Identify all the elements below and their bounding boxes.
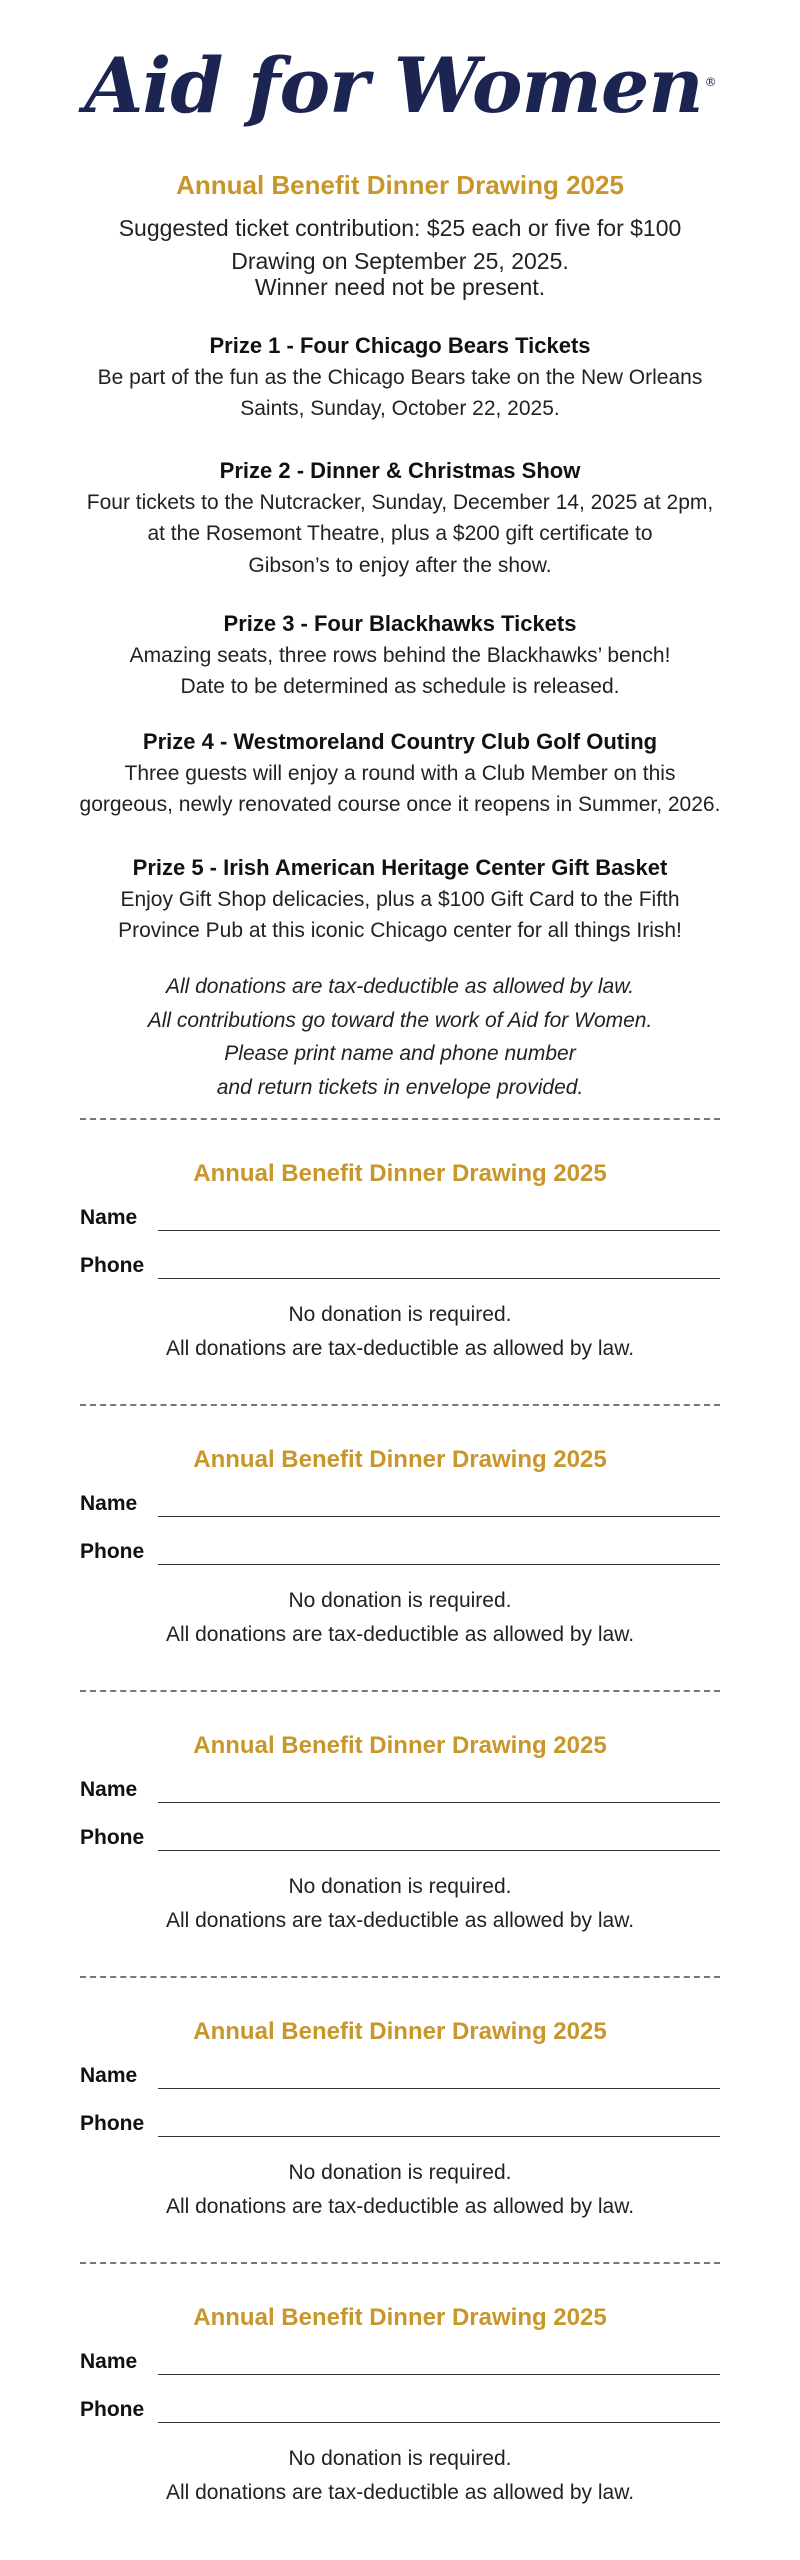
winner-note: Winner need not be present.: [254, 273, 546, 300]
prize-desc-line: Four tickets to the Nutcracker, Sunday, December 14, 2025 at 2pm,: [86, 490, 714, 514]
note-line: All donations are tax-deductible as allowed by law.: [165, 975, 635, 998]
prize-1: [40, 330, 760, 425]
cut-line: [80, 1118, 720, 1120]
note-line: All contributions go toward the work of Aid for Women.: [147, 1008, 653, 1032]
prize-title: Prize 3 - Four Blackhawks Tickets: [223, 611, 577, 636]
ticket-name-field[interactable]: [80, 1778, 720, 1808]
logo-text: Aid for Women: [84, 41, 703, 130]
prize-title: Prize 1 - Four Chicago Bears Tickets: [209, 333, 591, 358]
ticket-phone-field[interactable]: [80, 2112, 720, 2142]
intro-block: [40, 212, 760, 304]
no-donation-note: No donation is required.: [288, 1589, 512, 1612]
name-write-line[interactable]: [158, 1802, 720, 1803]
ticket-notes: [0, 1584, 800, 1651]
ticket-name-field[interactable]: [80, 2064, 720, 2094]
ticket-notes: [0, 1870, 800, 1937]
name-label: Name: [80, 1492, 138, 1515]
ticket-notes: [0, 1298, 800, 1365]
tax-deductible-note: All donations are tax-deductible as allowed by law.: [165, 1622, 635, 1646]
ticket-title: Annual Benefit Dinner Drawing 2025: [193, 1446, 607, 1473]
name-write-line[interactable]: [158, 2374, 720, 2375]
prize-4: [40, 726, 760, 821]
prize-2: [40, 455, 760, 581]
phone-label: Phone: [80, 1540, 145, 1563]
no-donation-note: No donation is required.: [288, 1303, 512, 1326]
name-write-line[interactable]: [158, 1230, 720, 1231]
ticket-notes: [0, 2156, 800, 2223]
no-donation-note: No donation is required.: [288, 2447, 512, 2470]
prize-title: Prize 2 - Dinner & Christmas Show: [219, 458, 581, 483]
prize-title: Prize 4 - Westmoreland Country Club Golf Outing: [142, 729, 658, 754]
donation-notes: [40, 970, 760, 1104]
ticket-title: Annual Benefit Dinner Drawing 2025: [193, 1732, 607, 1759]
prize-3: [40, 608, 760, 703]
tax-deductible-note: All donations are tax-deductible as allowed by law.: [165, 1336, 635, 1360]
phone-write-line[interactable]: [158, 1564, 720, 1565]
tax-deductible-note: All donations are tax-deductible as allowed by law.: [165, 2480, 635, 2504]
ticket-phone-field[interactable]: [80, 1826, 720, 1856]
cut-line: [80, 2262, 720, 2264]
prize-desc-line: Date to be determined as schedule is released.: [180, 675, 620, 699]
phone-write-line[interactable]: [158, 1278, 720, 1279]
prize-desc-line: Gibson’s to enjoy after the show.: [248, 553, 552, 577]
phone-label: Phone: [80, 1826, 145, 1849]
phone-write-line[interactable]: [158, 1850, 720, 1851]
name-write-line[interactable]: [158, 2088, 720, 2089]
prize-desc-line: Amazing seats, three rows behind the Blackhawks’ bench!: [129, 643, 671, 667]
ticket-title: Annual Benefit Dinner Drawing 2025: [193, 2018, 607, 2045]
prize-desc-line: Three guests will enjoy a round with a Club Member on this: [124, 761, 676, 785]
ticket-name-field[interactable]: [80, 2350, 720, 2380]
tax-deductible-note: All donations are tax-deductible as allowed by law.: [165, 2194, 635, 2218]
prize-desc-line: Province Pub at this iconic Chicago center for all things Irish!: [118, 919, 682, 943]
cut-line: [80, 1690, 720, 1692]
tax-deductible-note: All donations are tax-deductible as allowed by law.: [165, 1908, 635, 1932]
drawing-date-text: Drawing on September 25, 2025.: [231, 248, 569, 275]
page-title: Annual Benefit Dinner Drawing 2025: [176, 170, 624, 200]
prize-desc-line: at the Rosemont Theatre, plus a $200 gift certificate to: [147, 522, 653, 546]
cut-line: [80, 1976, 720, 1978]
prize-desc-line: Enjoy Gift Shop delicacies, plus a $100 Gift Card to the Fifth: [120, 887, 680, 911]
ticket-name-field[interactable]: [80, 1206, 720, 1236]
prize-title: Prize 5 - Irish American Heritage Center Gift Basket: [132, 855, 668, 880]
name-label: Name: [80, 2064, 138, 2087]
no-donation-note: No donation is required.: [288, 1875, 512, 1898]
no-donation-note: No donation is required.: [288, 2161, 512, 2184]
ticket-phone-field[interactable]: [80, 1254, 720, 1284]
phone-label: Phone: [80, 1254, 145, 1277]
name-label: Name: [80, 2350, 138, 2373]
name-label: Name: [80, 1206, 138, 1229]
ticket-title: Annual Benefit Dinner Drawing 2025: [193, 1160, 607, 1187]
ticket-title: Annual Benefit Dinner Drawing 2025: [193, 2304, 607, 2331]
aid-for-women-logo: [0, 41, 800, 130]
prize-desc-line: Saints, Sunday, October 22, 2025.: [240, 397, 560, 421]
phone-label: Phone: [80, 2112, 145, 2135]
phone-write-line[interactable]: [158, 2422, 720, 2423]
contribution-text: Suggested ticket contribution: $25 each or five for $100: [118, 215, 682, 241]
phone-write-line[interactable]: [158, 2136, 720, 2137]
name-write-line[interactable]: [158, 1516, 720, 1517]
prize-5: [40, 852, 760, 947]
ticket-phone-field[interactable]: [80, 1540, 720, 1570]
registered-mark: ®: [704, 74, 716, 89]
prize-desc-line: Be part of the fun as the Chicago Bears take on the New Orleans: [97, 365, 703, 389]
prize-desc-line: gorgeous, newly renovated course once it reopens in Summer, 2026.: [79, 793, 721, 817]
note-line: Please print name and phone number: [224, 1042, 576, 1066]
ticket-name-field[interactable]: [80, 1492, 720, 1522]
cut-line: [80, 1404, 720, 1406]
name-label: Name: [80, 1778, 138, 1801]
ticket-notes: [0, 2442, 800, 2509]
ticket-phone-field[interactable]: [80, 2398, 720, 2428]
note-line: and return tickets in envelope provided.: [216, 1075, 584, 1099]
phone-label: Phone: [80, 2398, 145, 2421]
